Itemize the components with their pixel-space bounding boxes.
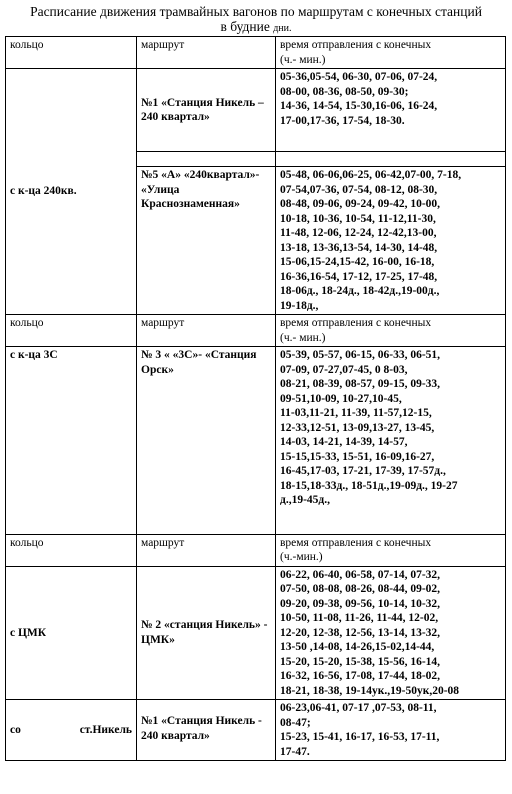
header-station: кольцо <box>6 315 137 347</box>
header-time: время отправления с конечных (ч.-мин.) <box>276 534 506 566</box>
header-time: время отправления с конечных (ч.- мин.) <box>276 37 506 69</box>
station-cell <box>6 700 137 761</box>
header-route: маршрут <box>137 534 276 566</box>
header-station: кольцо <box>6 534 137 566</box>
times-cell: 05-39, 05-57, 06-15, 06-33, 06-51, 07-09, 07-27,07-45, 0 8-03, 08-21, 08-39, 08-57, 09-15, 09-33, 09-51,10-09, 10-27,10-45, 11-03,11-21, 11-39, 11-57,12-15, 12-33,12-51, 13-09,13-27, 13-45, 14-03, 14-21, 14-39, 14-57, 15-15,15-33, 15-51, 16-09,16-27, 16-45,17-03, 17-21, 17-39, 17-57д., 18-15,18-33д., 18-51д.,19-09д., 19-27 д.,19-45д., <box>276 347 506 535</box>
title-line-2: в будние дни. <box>220 19 292 34</box>
station-cell: с к-ца 3С <box>6 347 137 535</box>
table-row <box>6 566 506 700</box>
page-title <box>0 4 512 36</box>
times-cell: 06-22, 06-40, 06-58, 07-14, 07-32, 07-50, 08-08, 08-26, 08-44, 09-02, 09-20, 09-38, 09-56, 10-14, 10-32, 10-50, 11-08, 11-26, 11-44, 12-02, 12-20, 12-38, 12-56, 13-14, 13-32, 13-50 ,14-08, 14-26,15-02,14-44, 15-20, 15-20, 15-38, 15-56, 16-14, 16-32, 16-56, 17-08, 17-44, 18-02, 18-21, 18-38, 19-14ук.,19-50ук,20-08 <box>276 566 506 700</box>
header-station: кольцо <box>6 37 137 69</box>
times-cell: 05-36,05-54, 06-30, 07-06, 07-24, 08-00, 08-36, 08-50, 09-30; 14-36, 14-54, 15-30,16-06, 16-24, 17-00,17-36, 17-54, 18-30. <box>276 69 506 152</box>
table-header-row <box>6 37 506 69</box>
station-cell: с ЦМК <box>6 566 137 700</box>
header-route: маршрут <box>137 315 276 347</box>
route-cell: № 3 « «3С»- «Станция Орск» <box>137 347 276 535</box>
route-cell: №1 «Станция Никель – 240 квартал» <box>137 69 276 152</box>
table-header-row <box>6 534 506 566</box>
table-header-row <box>6 315 506 347</box>
station-prefix: со <box>10 723 21 736</box>
header-route: маршрут <box>137 37 276 69</box>
schedule-table <box>5 36 506 761</box>
route-cell: № 2 «станция Никель» - ЦМК» <box>137 566 276 700</box>
title-line-1: Расписание движения трамвайных вагонов по маршрутам с конечных станций <box>30 4 482 19</box>
times-cell: 06-23,06-41, 07-17 ,07-53, 08-11, 08-47; 15-23, 15-41, 16-17, 16-53, 17-11, 17-47. <box>276 700 506 761</box>
table-row <box>6 347 506 535</box>
header-time: время отправления с конечных (ч.- мин.) <box>276 315 506 347</box>
table-row <box>6 69 506 152</box>
table-row <box>6 700 506 761</box>
route-cell: №5 «А» «240квартал»- «Улица Краснознаменная» <box>137 167 276 315</box>
times-cell: 05-48, 06-06,06-25, 06-42,07-00, 7-18, 07-54,07-36, 07-54, 08-12, 08-30, 08-48, 09-06, 09-24, 09-42, 10-00, 10-18, 10-36, 10-54, 11-12,11-30, 11-48, 12-06, 12-24, 12-42,13-00, 13-18, 13-36,13-54, 14-30, 14-48, 15-06,15-24,15-42, 16-00, 16-18, 16-36,16-54, 17-12, 17-25, 17-48, 18-06д., 18-24д., 18-42д.,19-00д., 19-18д., <box>276 167 506 315</box>
route-cell: №1 «Станция Никель - 240 квартал» <box>137 700 276 761</box>
station-name: ст.Никель <box>79 723 132 736</box>
station-cell: с к-ца 240кв. <box>6 69 137 315</box>
